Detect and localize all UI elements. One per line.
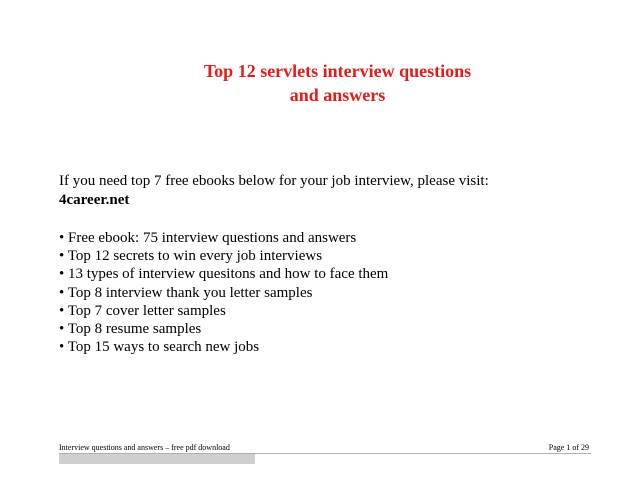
list-item: • Top 15 ways to search new jobs xyxy=(59,339,260,356)
list-item: • Top 12 secrets to win every job interviews xyxy=(59,248,323,265)
footer-text: Interview questions and answers – free pdf download xyxy=(59,443,230,452)
list-item: • Top 7 cover letter samples xyxy=(59,302,226,319)
list-item: • Top 8 interview thank you letter samples xyxy=(59,284,313,301)
page-title xyxy=(150,59,525,107)
ebook-list xyxy=(59,229,619,356)
intro-text: If you need top 7 free ebooks below for your job interview, please visit: xyxy=(59,173,489,189)
site-link[interactable]: 4career.net xyxy=(59,192,130,208)
title-line-2: and answers xyxy=(289,85,386,105)
title-line-1: Top 12 servlets interview questions xyxy=(203,61,472,81)
intro-paragraph xyxy=(59,172,619,210)
list-item: • Top 8 resume samples xyxy=(59,321,202,338)
footer-bar xyxy=(59,454,255,464)
page-number: Page 1 of 29 xyxy=(548,443,589,452)
list-item: • 13 types of interview quesitons and how to face them xyxy=(59,266,389,283)
list-item: • Free ebook: 75 interview questions and answers xyxy=(59,230,357,246)
